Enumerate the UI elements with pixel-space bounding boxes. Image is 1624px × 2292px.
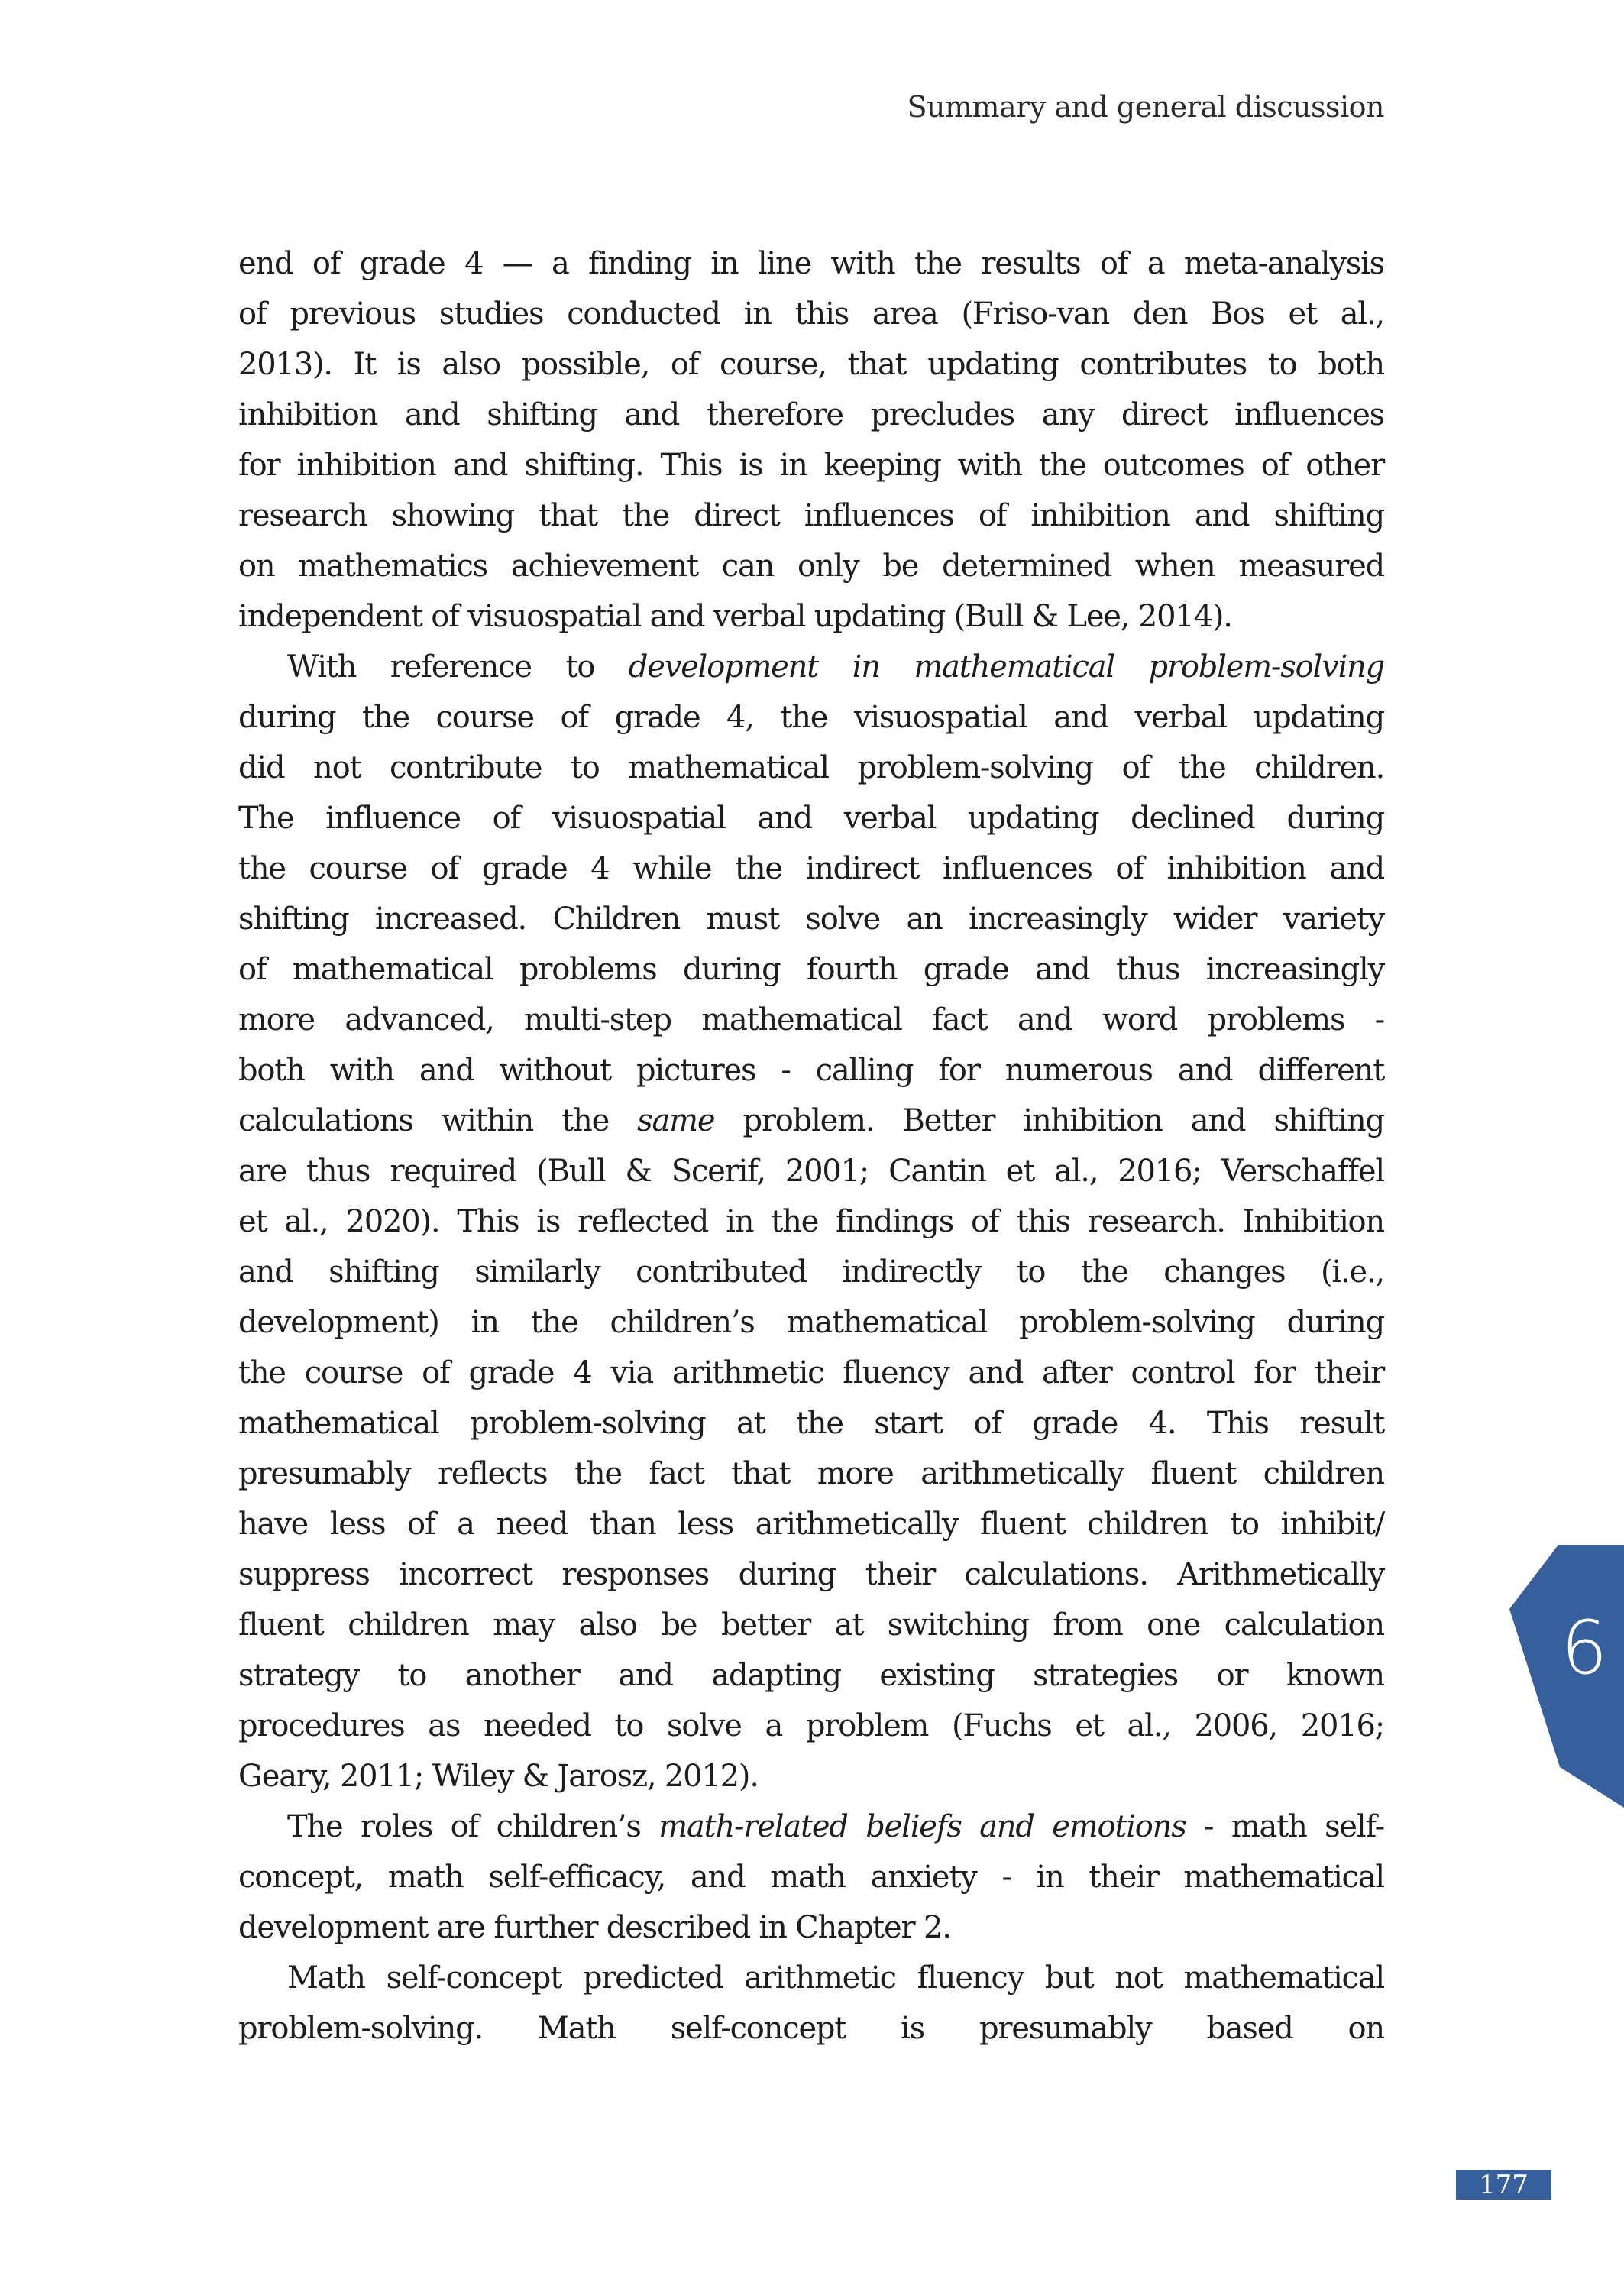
text-line: on mathematics achievement can only be determined when measured xyxy=(238,549,1384,584)
text-line: research showing that the direct influences of inhibition and shifting xyxy=(238,498,1384,533)
emphasis: development in mathematical problem-solving xyxy=(628,649,1384,685)
text-line: of mathematical problems during fourth grade and thus increasingly xyxy=(238,952,1384,987)
text-line: procedures as needed to solve a problem (Fuchs et al., 2006, 2016; xyxy=(238,1708,1384,1743)
chapter-tab xyxy=(1509,1545,1624,1808)
text-line: development are further described in Chapter 2. xyxy=(238,1910,951,1945)
text-line: for inhibition and shifting. This is in keeping with the outcomes of other xyxy=(238,448,1384,483)
text-line: With reference to development in mathematical problem-solving xyxy=(287,649,1384,685)
text-line: Geary, 2011; Wiley & Jarosz, 2012). xyxy=(238,1759,759,1794)
text-line: did not contribute to mathematical problem-solving of the children. xyxy=(238,750,1384,785)
text-line: development) in the children’s mathematical problem-solving during xyxy=(238,1305,1384,1340)
text-line: Math self-concept predicted arithmetic fluency but not mathematical xyxy=(287,1960,1384,1996)
text-line: of previous studies conducted in this area (Friso-van den Bos et al., xyxy=(238,296,1384,332)
page-number: 177 xyxy=(1456,2170,1551,2200)
text-line: shifting increased. Children must solve an increasingly wider variety xyxy=(238,902,1384,937)
text-line: strategy to another and adapting existing strategies or known xyxy=(238,1658,1384,1693)
text-line: independent of visuospatial and verbal updating (Bull & Lee, 2014). xyxy=(238,599,1232,634)
body-text xyxy=(238,238,1384,2054)
emphasis: same xyxy=(637,1103,715,1138)
text-line: and shifting similarly contributed indirectly to the changes (i.e., xyxy=(238,1254,1384,1290)
emphasis: math-related beliefs and emotions xyxy=(658,1809,1186,1844)
text-line: mathematical problem-solving at the start of grade 4. This result xyxy=(238,1406,1384,1441)
text-line: fluent children may also be better at switching from one calculation xyxy=(238,1607,1384,1643)
text-line: suppress incorrect responses during their calculations. Arithmetically xyxy=(238,1557,1384,1592)
text-line: are thus required (Bull & Scerif, 2001; Cantin et al., 2016; Verschaffel xyxy=(238,1154,1384,1189)
text-line: 2013). It is also possible, of course, that updating contributes to both xyxy=(238,347,1384,382)
text-line: The influence of visuospatial and verbal updating declined during xyxy=(238,801,1384,836)
text-line: have less of a need than less arithmetically fluent children to inhibit/ xyxy=(238,1507,1384,1542)
text-line: The roles of children’s math-related beliefs and emotions - math self- xyxy=(287,1809,1384,1844)
text-line: problem-solving. Math self-concept is presumably based on xyxy=(238,2011,1384,2046)
text-line: calculations within the same problem. Better inhibition and shifting xyxy=(238,1103,1384,1138)
text-line: more advanced, multi-step mathematical fact and word problems - xyxy=(238,1002,1384,1038)
text-line: et al., 2020). This is reflected in the findings of this research. Inhibition xyxy=(238,1204,1384,1239)
text-line: the course of grade 4 via arithmetic fluency and after control for their xyxy=(238,1355,1384,1390)
text-line: end of grade 4 — a finding in line with the results of a meta-analysis xyxy=(238,246,1384,281)
text-line: concept, math self-efficacy, and math anxiety - in their mathematical xyxy=(238,1860,1384,1895)
text-line: inhibition and shifting and therefore precludes any direct influences xyxy=(238,397,1384,432)
text-line: presumably reflects the fact that more arithmetically fluent children xyxy=(238,1456,1384,1491)
running-head: Summary and general discussion xyxy=(907,90,1384,124)
text-line: during the course of grade 4, the visuospatial and verbal updating xyxy=(238,700,1384,735)
text-line: both with and without pictures - calling for numerous and different xyxy=(238,1053,1384,1088)
text-line: the course of grade 4 while the indirect influences of inhibition and xyxy=(238,851,1384,886)
chapter-number: 6 xyxy=(1561,1605,1608,1691)
